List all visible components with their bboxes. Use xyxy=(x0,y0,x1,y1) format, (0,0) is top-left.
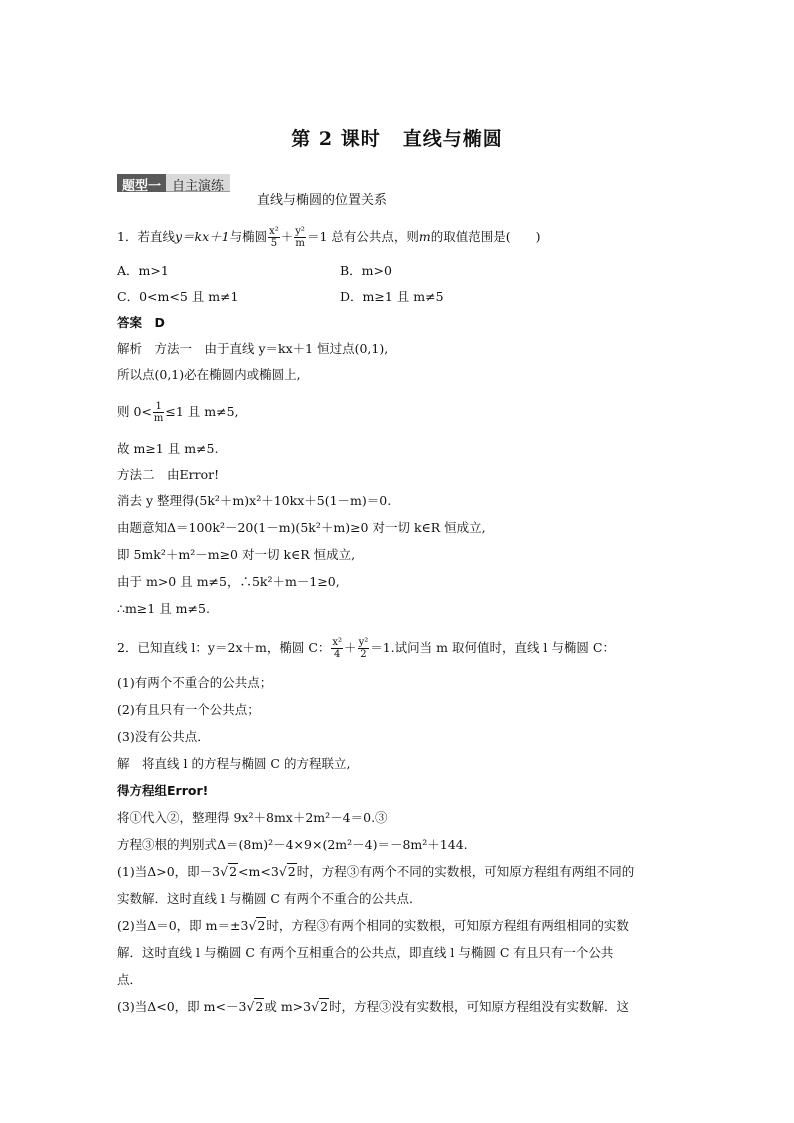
frac-numerator: y² xyxy=(358,637,369,648)
q2-stem-text: ＝1.试问当 m 取何值时，直线 l 与椭圆 C： xyxy=(370,640,615,655)
q1-analysis-line: 消去 y 整理得(5k²＋m)x²＋10kx＋5(1－m)＝0. xyxy=(117,493,392,508)
q2-case-text: (1)当Δ>0，即－3 xyxy=(117,864,221,879)
q1-analysis-line: ∴m≥1 且 m≠5. xyxy=(117,601,210,616)
q2-solution-line: 得方程组Error! xyxy=(117,783,209,798)
lesson-number: 第 2 课时 xyxy=(291,128,381,150)
sqrt-symbol: √ xyxy=(278,864,287,879)
q2-case-text: 时，方程③有两个不同的实数根，可知原方程组有两组不同的 xyxy=(296,864,635,879)
q1-fraction-x xyxy=(268,226,280,249)
frac-numerator: x² xyxy=(269,226,279,237)
q2-case-text: 或 m>3 xyxy=(264,999,312,1014)
q2-fraction-x xyxy=(331,637,343,660)
option-c: C．0<m<5 且 m≠1 xyxy=(117,289,239,304)
q1-stem-text: 与椭圆 xyxy=(229,229,268,244)
q1-analysis-line: 方法二 由Error! xyxy=(117,467,220,482)
sqrt-symbol: √ xyxy=(246,999,255,1014)
frac-denominator: m xyxy=(153,413,164,424)
sqrt-radicand: 2 xyxy=(287,864,296,879)
section-tag-mode: 自主演练 xyxy=(166,174,230,192)
q1-analysis-line: 解析 方法一 由于直线 y＝kx＋1 恒过点(0,1), xyxy=(117,341,389,356)
q1-stem xyxy=(117,226,541,249)
q2-case2-line2: 解．这时直线 l 与椭圆 C 有两个互相重合的公共点，即直线 l 与椭圆 C 有且只有一个公共 xyxy=(117,945,614,960)
q2-part: (2)有且只有一个公共点； xyxy=(117,702,260,717)
q1-stem-text: 1．若直线 xyxy=(117,229,175,244)
q2-case-text: 时，方程③有两个相同的实数根，可知原方程组有两组相同的实数 xyxy=(266,918,629,933)
q2-case-text: 时，方程③没有实数根，可知原方程组没有实数解．这 xyxy=(329,999,630,1014)
sqrt-symbol: √ xyxy=(311,999,320,1014)
q2-part: (3)没有公共点． xyxy=(117,729,210,744)
q1-fraction-1-over-m xyxy=(153,401,164,424)
q2-case1-line2: 实数解．这时直线 l 与椭圆 C 有两个不重合的公共点． xyxy=(117,891,422,906)
q2-stem xyxy=(117,637,615,660)
option-b: B．m>0 xyxy=(340,263,392,278)
lesson-topic: 直线与椭圆 xyxy=(402,128,503,150)
q1-analysis-text: ≤1 且 m≠5, xyxy=(165,404,239,419)
q2-case2-line1 xyxy=(117,918,629,934)
sqrt-radicand: 2 xyxy=(255,999,264,1014)
frac-denominator: 5 xyxy=(270,238,278,249)
q2-case1-line1 xyxy=(117,864,634,880)
page-title xyxy=(0,124,794,151)
frac-numerator: 1 xyxy=(153,401,164,413)
q1-variable-m: m xyxy=(418,229,431,244)
q2-fraction-y xyxy=(358,637,370,660)
plus-sign: ＋ xyxy=(344,640,357,655)
q2-case-text: (2)当Δ＝0，即 m＝±3 xyxy=(117,918,249,933)
option-a: A．m>1 xyxy=(117,263,169,278)
sqrt-symbol: √ xyxy=(220,864,229,879)
q1-stem-text: ＝1 总有公共点，则 xyxy=(306,229,419,244)
section-tag-type: 题型一 xyxy=(117,174,166,192)
section-tag xyxy=(117,174,230,192)
section-subheading: 直线与椭圆的位置关系 xyxy=(257,193,388,208)
q1-analysis-line: 由题意知Δ＝100k²－20(1－m)(5k²＋m)≥0 对一切 k∈R 恒成立, xyxy=(117,520,486,535)
frac-numerator: y² xyxy=(295,226,305,237)
sqrt-radicand: 2 xyxy=(229,864,238,879)
plus-sign: ＋ xyxy=(280,229,294,244)
q2-solution-line: 将①代入②，整理得 9x²＋8mx＋2m²－4＝0.③ xyxy=(117,810,388,825)
q2-stem-text: 2．已知直线 l：y＝2x＋m，椭圆 C： xyxy=(117,640,331,655)
q1-stem-text: 的取值范围是( ) xyxy=(430,229,541,244)
q1-answer: 答案 D xyxy=(117,315,165,330)
frac-denominator: m xyxy=(295,238,305,249)
q2-solution-line: 方程③根的判别式Δ＝(8m)²－4×9×(2m²－4)＝－8m²＋144. xyxy=(117,837,468,852)
q1-fraction-y xyxy=(294,226,306,249)
frac-numerator: x² xyxy=(332,637,343,648)
q1-analysis-line: 故 m≥1 且 m≠5. xyxy=(117,441,219,456)
q1-analysis-text: 则 0< xyxy=(117,404,152,419)
q2-case3-line1 xyxy=(117,999,629,1015)
sqrt-radicand: 2 xyxy=(320,999,329,1014)
q1-analysis-line: 即 5mk²＋m²－m≥0 对一切 k∈R 恒成立, xyxy=(117,547,356,562)
q1-analysis-line: 所以点(0,1)必在椭圆内或椭圆上, xyxy=(117,367,301,382)
q2-case2-line3: 点． xyxy=(117,972,143,987)
q1-analysis-fraction-line xyxy=(117,401,239,424)
q2-case-text: (3)当Δ<0，即 m<－3 xyxy=(117,999,247,1014)
q2-part: (1)有两个不重合的公共点； xyxy=(117,675,273,690)
sqrt-symbol: √ xyxy=(248,918,257,933)
q1-line-equation: y＝kx＋1 xyxy=(174,229,230,244)
q1-analysis-line: 由于 m>0 且 m≠5，∴5k²＋m－1≥0, xyxy=(117,574,340,589)
q2-solution-line: 解 将直线 l 的方程与椭圆 C 的方程联立, xyxy=(117,756,351,771)
sqrt-radicand: 2 xyxy=(257,918,266,933)
option-d: D．m≥1 且 m≠5 xyxy=(340,289,444,304)
frac-denominator: 4 xyxy=(334,649,341,660)
q2-case-text: <m<3 xyxy=(238,864,279,879)
frac-denominator: 2 xyxy=(360,649,367,660)
